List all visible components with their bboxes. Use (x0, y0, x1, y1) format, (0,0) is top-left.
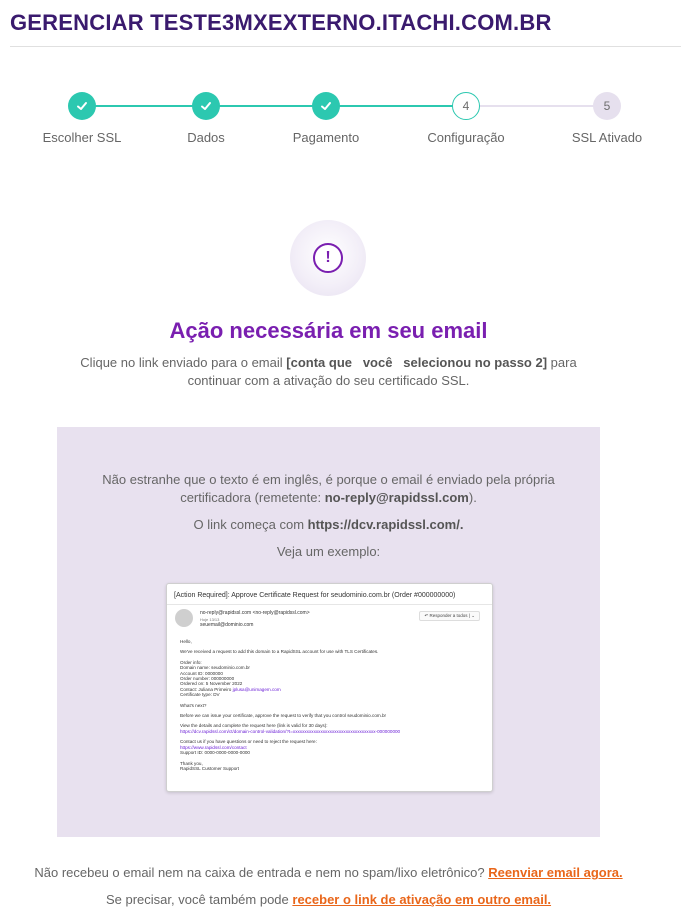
email-to: seuemail@dominio.com (200, 622, 254, 628)
link-prefix: https://dcv.rapidssl.com/. (307, 517, 464, 532)
email-line-text: Hello, (180, 639, 192, 644)
step-label: SSL Ativado (571, 130, 643, 145)
email-line-text: Thank you, (180, 760, 203, 766)
email-line-text: We've received a request to add this domain to a RapidSSL account for use with TLS Certificates. (180, 649, 379, 655)
email-line-text: Certificate type: DV (180, 692, 220, 698)
step-label: Configuração (427, 130, 505, 145)
email-line-text: Contact: Juliana Primeiro (180, 686, 233, 692)
sender-email: no-reply@rapidssl.com (324, 490, 469, 505)
info-text: ). (468, 490, 477, 505)
email-line-text: Account ID: 0000000 (180, 670, 223, 676)
resend-email-link[interactable]: Reenviar email agora. (488, 865, 623, 880)
email-divider (167, 604, 492, 605)
step-ssl-ativado (547, 92, 667, 145)
email-line (180, 766, 480, 771)
email-line-text: What's next? (180, 702, 207, 708)
progress-stepper (0, 92, 697, 152)
resend-text: Não recebeu o email nem na caixa de entrada e nem no spam/lixo eletrônico? (34, 865, 489, 880)
notice-text-part: Clique no link enviado para o email (80, 355, 287, 370)
info-text: Não estranhe que o texto é em inglês, é porque o email é enviado pela própria certificadora (remetente: (102, 472, 555, 505)
notice-text-part: para continuar com a ativação do seu certificado SSL. (187, 355, 577, 388)
exclamation-icon: ! (313, 243, 343, 273)
info-paragraph: Veja um exemplo: (276, 544, 381, 559)
reply-all-label: Responder a todos (429, 613, 468, 618)
notice-heading: Ação necessária em seu email (169, 318, 488, 343)
email-line-text: Contact us if you have questions or need to reject the request here: (180, 739, 317, 745)
email-date: Hoje 13/13 (200, 617, 220, 622)
step-dados (146, 92, 266, 145)
email-line-text: Ordered on: 5 November 2022 (180, 681, 243, 687)
step-number: 5 (593, 92, 621, 120)
step-label: Dados (187, 130, 225, 145)
email-line-link: https://www.rapidssl.com/contact (180, 744, 247, 750)
resend-notice (0, 865, 657, 880)
step-number: 4 (452, 92, 480, 120)
check-icon (192, 92, 220, 120)
step-configuracao (406, 92, 526, 145)
email-line-text: Domain name: seudominio.com.br (180, 665, 250, 671)
email-line-text: Before we can issue your certificate, approve the request to verify that you control seudominio.com.br (180, 713, 387, 719)
alternate-email-link[interactable]: receber o link de ativação em outro email. (292, 892, 552, 907)
email-from: no-reply@rapidssl.com <no-reply@rapidssl.com> (200, 610, 310, 616)
alternate-email-text: Se precisar, você também pode (105, 892, 293, 907)
info-paragraph (77, 471, 580, 507)
email-line-text: RapidSSL Customer Support (180, 765, 240, 771)
email-line-link: jplusa@unimagem.com (232, 686, 281, 692)
step-label: Pagamento (292, 130, 360, 145)
email-line-link: https://dcv.rapidssl.com/ct/domain-control-validation/?t=xxxxxxxxxxxxxxxxxxxxxxxxxxxxxxxxxxxx-000000000 (180, 728, 401, 734)
avatar (175, 609, 193, 627)
check-icon (68, 92, 96, 120)
check-icon (312, 92, 340, 120)
email-line-text: Support ID: 0000-0000-0000-0000 (180, 750, 250, 756)
alternate-email-notice (0, 892, 657, 907)
email-line-text: Order number: 000000000 (180, 676, 235, 682)
step-label: Escolher SSL (42, 130, 122, 145)
email-example-image (166, 583, 493, 792)
email-line-text: View the details and complete the request here (link is valid for 30 days): (180, 723, 328, 729)
step-escolher-ssl (22, 92, 142, 145)
title-divider (10, 46, 681, 47)
reply-all-button: ↶ Responder a todos | ⌄ (419, 611, 480, 621)
info-paragraph (77, 516, 580, 534)
email-line-text: Order info: (180, 659, 202, 665)
info-text: O link começa com (193, 517, 308, 532)
email-subject: [Action Required]: Approve Certificate Request for seudominio.com.br (Order #000000000) (174, 592, 456, 599)
email-body (180, 639, 480, 771)
alert-badge (290, 220, 366, 296)
notice-text (60, 354, 597, 390)
info-panel (57, 427, 600, 837)
notice-text-bold: [conta que você selecionou no passo 2] (286, 355, 548, 370)
page-title: GERENCIAR TESTE3MXEXTERNO.ITACHI.COM.BR (10, 10, 552, 35)
step-pagamento (266, 92, 386, 145)
